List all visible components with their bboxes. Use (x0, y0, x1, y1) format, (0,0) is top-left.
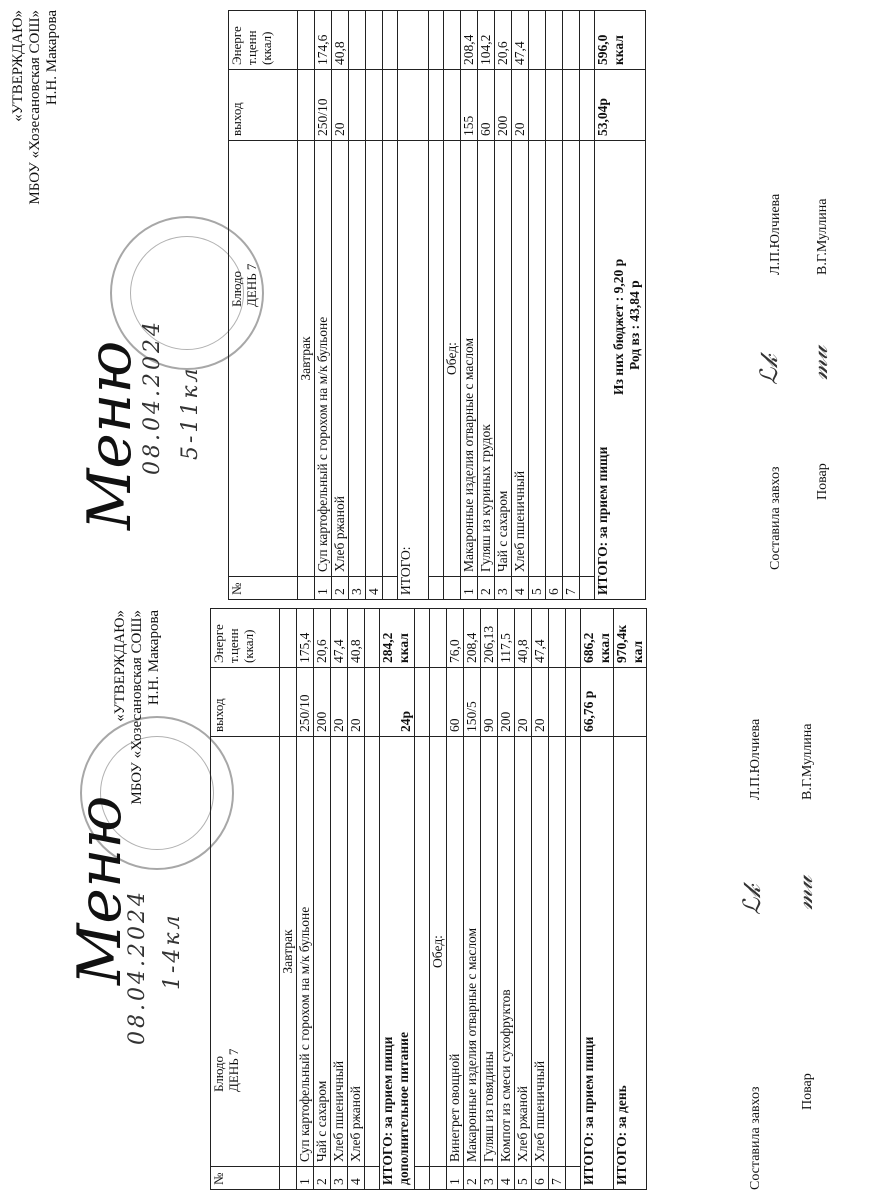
table-row (415, 609, 430, 1190)
lunch-price: 53,04р (595, 70, 646, 141)
table-row: 4 Компот из смеси сухофруктов 200 117,5 (498, 609, 515, 1190)
section-row (430, 609, 447, 1190)
compiled-name: Л.П.Юлчиева (748, 718, 763, 800)
approve-school: МБОУ «Хозесановская СОШ» (27, 10, 43, 205)
breakfast-total-row (398, 11, 429, 600)
header-dish (211, 737, 280, 1167)
section-lunch: Обед: (444, 141, 461, 577)
breakfast-total-cell (380, 737, 415, 1190)
approve-heading: «УТВЕРЖДАЮ» (10, 10, 26, 122)
menu-table (228, 10, 646, 600)
table-row (365, 609, 380, 1190)
approve-director: Н.Н. Макарова (44, 10, 60, 106)
header-output: выход (229, 70, 298, 141)
header-dish (229, 141, 298, 577)
table-row: 1 Винегрет овощной 60 76,0 (447, 609, 464, 1190)
table-row: 2 Чай с сахаром 200 20,6 (314, 609, 331, 1190)
approve-school: МБОУ «Хозесановская СОШ» (129, 610, 145, 805)
table-row: 2 Гуляш из куриных грудок 60 104,2 (478, 11, 495, 600)
approve-heading: «УТВЕРЖДАЮ» (112, 610, 128, 722)
table-row: 2 Макаронные изделия отварные с маслом 150/5 208,4 (464, 609, 481, 1190)
breakfast-total-label: ИТОГО: за прием пищи (380, 1036, 395, 1185)
header-number: № (229, 577, 298, 600)
signature-mark: 𝓂𝓊 (805, 346, 833, 380)
header-day-label: ДЕНЬ 7 (226, 1048, 241, 1092)
signature-mark: 𝓂𝓊 (790, 876, 818, 910)
header-dish-label: Блюдо (229, 271, 244, 307)
approval-block (112, 610, 163, 860)
compiled-label: Составила завхоз (748, 1086, 763, 1190)
menu-title: Меню (65, 795, 135, 985)
lunch-total-label: ИТОГО: за прием пищи (581, 737, 614, 1190)
table-row (566, 609, 581, 1190)
table-row: 5 (529, 11, 546, 600)
approve-director: Н.Н. Макарова (146, 610, 162, 706)
section-breakfast: Завтрак (298, 141, 315, 577)
day-kcal: 970,4к кал (614, 609, 647, 668)
signature-mark: ℒ𝓀 (755, 354, 783, 385)
table-row (580, 11, 595, 600)
header-dish-label: Блюдо (211, 1056, 226, 1092)
lunch-total-cell (595, 141, 646, 600)
budget-line: Из них бюджет : 9,20 р (611, 258, 626, 395)
menu-grades-1-4 (0, 600, 873, 1200)
table-row: 5 Хлеб ржаной 20 40,8 (515, 609, 532, 1190)
table-row: 6 (546, 11, 563, 600)
section-breakfast: Завтрак (280, 737, 297, 1167)
table-row: 3 Чай с сахаром 200 20,6 (495, 11, 512, 600)
table-row: 7 (549, 609, 566, 1190)
signature-mark: ℒ𝓀 (738, 884, 766, 915)
cook-name: В.Г.Муллина (815, 198, 830, 275)
header-energy: Энерге т.ценн (ккал) (229, 11, 298, 70)
table-row: 1 Суп картофельный с горохом на м/к бульоне 250/10 175,4 (297, 609, 314, 1190)
menu-table (210, 608, 647, 1190)
table-row: 1 Суп картофельный с горохом на м/к бульоне 250/10 174,6 (315, 11, 332, 600)
breakfast-total-label: ИТОГО: (398, 141, 429, 600)
cook-label: Повар (815, 463, 830, 500)
compiled-name: Л.П.Юлчиева (768, 193, 783, 275)
table-row (383, 11, 398, 600)
table-row (429, 11, 444, 600)
table-row: 4 (366, 11, 383, 600)
parents-line: Род вз : 43,84 р (627, 280, 642, 370)
menu-title: Меню (75, 340, 145, 530)
table-header-row (229, 11, 298, 600)
handwritten-date: 08.04.2024 (125, 889, 150, 1045)
table-row: 6 Хлеб пшеничный 20 47,4 (532, 609, 549, 1190)
header-output: выход (211, 668, 280, 737)
breakfast-total-row (380, 609, 415, 1190)
compiled-label: Составила завхоз (768, 466, 783, 570)
breakfast-kcal: 284,2 ккал (380, 609, 415, 668)
lunch-total-row (595, 11, 646, 600)
header-number: № (211, 1167, 280, 1190)
lunch-total-row (581, 609, 614, 1190)
section-row (280, 609, 297, 1190)
section-row (298, 11, 315, 600)
table-row: 7 (563, 11, 580, 600)
lunch-kcal: 596,0 ккал (595, 11, 646, 70)
table-row: 3 Хлеб пшеничный 20 47,4 (331, 609, 348, 1190)
cook-label: Повар (800, 1073, 815, 1110)
lunch-total-label: ИТОГО: за прием пищи (595, 446, 610, 595)
table-row: 3 (349, 11, 366, 600)
table-row: 4 Хлеб пшеничный 20 47,4 (512, 11, 529, 600)
handwritten-grade: 5-11кл (178, 365, 203, 460)
table-row: 3 Гуляш из говядины 90 206,13 (481, 609, 498, 1190)
table-row: 2 Хлеб ржаной 20 40,8 (332, 11, 349, 600)
cook-name: В.Г.Муллина (800, 723, 815, 800)
handwritten-grade: 1-4кл (160, 912, 185, 990)
handwritten-date: 08.04.2024 (140, 319, 165, 475)
day-total-row (614, 609, 647, 1190)
section-row (444, 11, 461, 600)
header-energy: Энерге т.ценн (ккал) (211, 609, 280, 668)
section-lunch: Обед: (430, 737, 447, 1167)
lunch-price: 66,76 р (581, 668, 614, 737)
extra-nutrition-label: дополнительное питание (396, 1032, 411, 1185)
approval-block (10, 10, 61, 300)
table-row: 1 Макаронные изделия отварные с маслом 155 208,4 (461, 11, 478, 600)
breakfast-price: 24р (380, 668, 415, 737)
table-row: 4 Хлеб ржаной 20 40,8 (348, 609, 365, 1190)
header-day-label: ДЕНЬ 7 (244, 263, 259, 307)
day-total-label: ИТОГО: за день (614, 737, 647, 1190)
lunch-kcal: 686,2 ккал (581, 609, 614, 668)
table-header-row (211, 609, 280, 1190)
